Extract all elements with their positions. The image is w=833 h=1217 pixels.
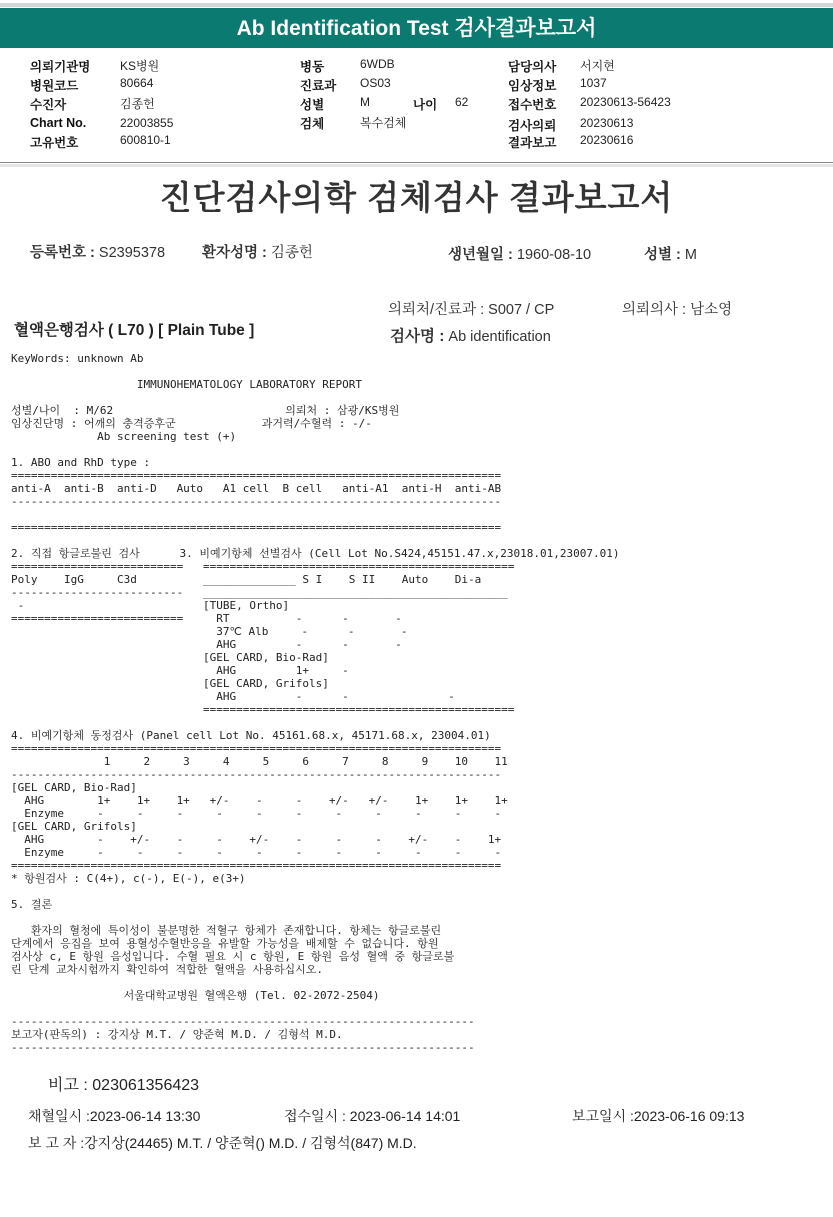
clinical-info-label: 임상정보 [508, 79, 557, 93]
report-line: =============================================== [11, 703, 515, 716]
report-line: 서울대학교병원 혈액은행 (Tel. 02-2072-2504) [11, 989, 380, 1002]
hospital-code-label: 병원코드 [30, 79, 79, 93]
receive-time-label: 접수일시 : [284, 1108, 346, 1124]
birth-date-value: 1960-08-10 [516, 247, 592, 263]
report-line: - [TUBE, Ortho] [11, 599, 290, 612]
examinee-value: 김종헌 [120, 97, 155, 111]
report-time-field [572, 1106, 744, 1126]
sex-field-label: 성별 : [644, 247, 681, 263]
report-line: Ab screening test (+) [11, 430, 237, 443]
report-line: 성별/나이 : M/62 의뢰처 : 삼광/KS병원 [11, 404, 400, 417]
test-name-value: Ab identification [448, 329, 551, 345]
unique-no-label: 고유번호 [30, 136, 79, 150]
report-line: Poly IgG C3d ______________ S I S II Auto Di-a [11, 573, 482, 586]
report-line: -------------------------------------------------------------------------- [11, 768, 502, 781]
section-title: 혈액은행검사 ( L70 ) [ Plain Tube ] [14, 322, 255, 339]
age-value: 62 [455, 95, 469, 109]
institution-label: 의뢰기관명 [30, 60, 91, 74]
report-line [11, 391, 620, 404]
report-line: ---------------------------------------------------------------------- [11, 1015, 475, 1028]
test-name-field [390, 324, 551, 346]
report-line [11, 976, 620, 989]
sex-value: M [360, 95, 370, 109]
dept-line: 의뢰처/진료과 : S007 / CP [388, 302, 555, 318]
report-line: ---------------------------------------------------------------------- [11, 1041, 475, 1054]
collect-time-value: 2023-06-14 13:30 [89, 1108, 201, 1124]
chart-no-value: 22003855 [120, 116, 174, 130]
patient-name-field [202, 241, 313, 262]
remark-field [48, 1072, 199, 1095]
result-report-value: 20230616 [580, 133, 634, 147]
specimen-label: 검체 [300, 117, 325, 131]
test-name-label: 검사명 : [390, 328, 445, 345]
report-line: [GEL CARD, Grifols] [11, 677, 329, 690]
report-line: 37℃ Alb - - - [11, 625, 408, 638]
report-line: AHG 1+ - [11, 664, 349, 677]
report-line: AHG 1+ 1+ 1+ +/- - - +/- +/- 1+ 1+ 1+ [11, 794, 508, 807]
department-value: OS03 [360, 76, 391, 90]
header-info-grid [0, 50, 833, 163]
examinee-label: 수진자 [30, 98, 67, 112]
test-request-value: 20230613 [580, 116, 634, 130]
doctor-value: 서지현 [580, 59, 615, 73]
department-label: 진료과 [300, 79, 337, 93]
report-line: -------------------------------------------------------------------------- [11, 495, 502, 508]
report-line: IMMUNOHEMATOLOGY LABORATORY REPORT [11, 378, 362, 391]
patient-name-value: 김종헌 [270, 245, 313, 261]
report-line: 린 단계 교차시험까지 확인하여 적합한 혈액을 사용하십시오. [11, 963, 324, 976]
sex-field [644, 243, 697, 264]
report-line [11, 911, 620, 924]
unique-no-value: 600810-1 [120, 133, 171, 147]
report-line [11, 885, 620, 898]
age-label: 나이 [413, 98, 438, 112]
report-line [11, 443, 620, 456]
receipt-no-label: 접수번호 [508, 98, 557, 112]
remark-label: 비고 : [48, 1077, 88, 1094]
doctor-label: 담당의사 [508, 60, 557, 74]
report-line: 2. 직접 항글로불린 검사 3. 비예기항체 선별검사 (Cell Lot No.S424,45151.47.x,23018.01,23007.01) [11, 547, 620, 560]
test-request-label: 검사의뢰 [508, 119, 557, 133]
hospital-code-value: 80664 [120, 76, 154, 90]
report-line: Enzyme - - - - - - - - - - - [11, 846, 502, 859]
report-body [11, 352, 620, 1054]
report-line: 보고자(판독의) : 강지상 M.T. / 양준혁 M.D. / 김형석 M.D. [11, 1028, 343, 1041]
receive-time-value: 2023-06-14 14:01 [349, 1108, 461, 1124]
report-time-label: 보고일시 : [572, 1108, 634, 1124]
report-time-value: 2023-06-16 09:13 [633, 1108, 745, 1124]
report-line: ========================================================================== [11, 859, 502, 872]
report-line: KeyWords: unknown Ab [11, 352, 144, 365]
report-line [11, 716, 620, 729]
report-line: [GEL CARD, Grifols] [11, 820, 137, 833]
report-line: * 항원검사 : C(4+), c(-), E(-), e(3+) [11, 872, 246, 885]
report-line: AHG - +/- - - +/- - - - +/- - 1+ [11, 833, 502, 846]
collect-time-field [28, 1106, 200, 1126]
sex-label: 성별 [300, 98, 325, 112]
report-line: ========================== RT - - - [11, 612, 402, 625]
specimen-value: 복수검체 [360, 116, 407, 130]
report-line: 단계에서 응집을 보여 용혈성수혈반응을 유발할 가능성을 배제할 수 없습니다. 항원 [11, 937, 439, 950]
birth-date-label: 생년월일 : [448, 247, 513, 263]
report-line [11, 365, 620, 378]
report-line: ========================== =============================================== [11, 560, 515, 573]
report-line: Enzyme - - - - - - - - - - - [11, 807, 502, 820]
report-line: 임상진단명 : 어깨의 충격증후군 과거력/수혈력 : -/- [11, 417, 372, 430]
report-line [11, 534, 620, 547]
reg-no-label: 등록번호 : [30, 245, 95, 261]
report-line: 4. 비예기항체 동정검사 (Panel cell Lot No. 45161.68.x, 45171.68.x, 23004.01) [11, 729, 491, 742]
report-line: AHG - - - [11, 690, 455, 703]
receive-time-field [284, 1106, 460, 1126]
report-line: ========================================================================== [11, 742, 502, 755]
result-report-label: 결과보고 [508, 136, 557, 150]
header-separator [0, 164, 833, 167]
sex-field-value: M [684, 247, 697, 263]
chart-no-label: Chart No. [30, 116, 87, 130]
reporter-field [28, 1133, 417, 1153]
report-line: -------------------------- ______________________________________________ [11, 586, 508, 599]
reg-no-field [30, 241, 165, 262]
collect-time-label: 채혈일시 : [28, 1108, 90, 1124]
report-banner: Ab Identification Test 검사결과보고서 [0, 8, 833, 48]
ward-value: 6WDB [360, 57, 395, 71]
report-line: 검사상 c, E 항원 음성입니다. 수혈 필요 시 c 항원, E 항원 음성 혈액 중 항글로불 [11, 950, 455, 963]
report-line: anti-A anti-B anti-D Auto A1 cell B cell anti-A1 anti-H anti-AB [11, 482, 502, 495]
report-line: ========================================================================== [11, 469, 502, 482]
report-line: 환자의 혈청에 특이성이 불분명한 적혈구 항체가 존재합니다. 항체는 항글로불린 [11, 924, 442, 937]
doctor-line: 의뢰의사 : 남소영 [622, 302, 733, 318]
report-line: [GEL CARD, Bio-Rad] [11, 651, 329, 664]
report-line [11, 1002, 620, 1015]
report-line: 5. 결론 [11, 898, 53, 911]
reg-no-value: S2395378 [98, 245, 166, 261]
report-line [11, 508, 620, 521]
reporter-value: 강지상(24465) M.T. / 양준혁() M.D. / 김형석(847) M.D. [84, 1135, 417, 1151]
receipt-no-value: 20230613-56423 [580, 95, 671, 109]
report-line: [GEL CARD, Bio-Rad] [11, 781, 137, 794]
report-title: 진단검사의학 검체검사 결과보고서 [159, 179, 674, 216]
report-line: 1. ABO and RhD type : [11, 456, 151, 469]
patient-name-label: 환자성명 : [202, 245, 267, 261]
top-rule [0, 3, 833, 7]
clinical-info-value: 1037 [580, 76, 607, 90]
remark-value: 023061356423 [92, 1077, 200, 1094]
report-line: ========================================================================== [11, 521, 502, 534]
institution-value: KS병원 [120, 59, 160, 73]
report-line: AHG - - - [11, 638, 402, 651]
reporter-label: 보 고 자 : [28, 1135, 85, 1151]
report-line: 1 2 3 4 5 6 7 8 9 10 11 [11, 755, 508, 768]
ward-label: 병동 [300, 60, 325, 74]
birth-date-field [448, 243, 591, 264]
